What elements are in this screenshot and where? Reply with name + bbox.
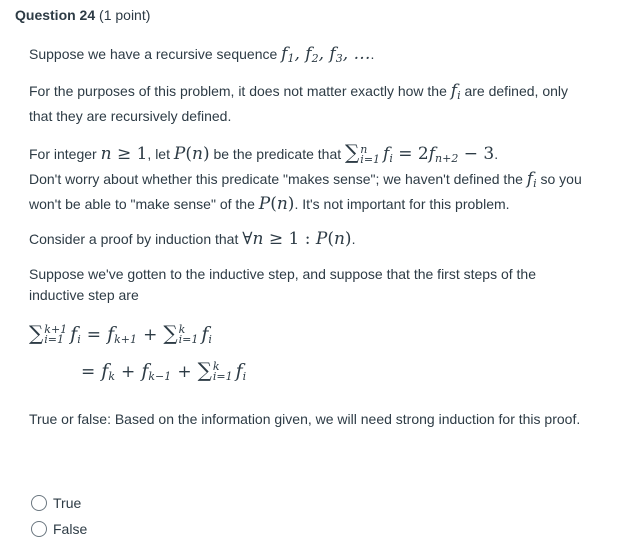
math-pn-2: P(n) bbox=[258, 194, 295, 214]
option-false[interactable] bbox=[31, 516, 87, 542]
paragraph-definition: For the purposes of this problem, it does not matter exactly how the $f_i$ are defined, only that they are recursively defined. bbox=[29, 81, 568, 124]
radio-button-true[interactable] bbox=[31, 495, 47, 511]
radio-button-false[interactable] bbox=[31, 521, 47, 537]
paragraph-induction: Consider a proof by induction that ∀n ≥ 1 : P(n). bbox=[29, 229, 356, 249]
paragraph-inductive-step: Suppose we've gotten to the inductive step, and suppose that the first steps of the inductive step are bbox=[29, 266, 537, 303]
answer-options bbox=[31, 490, 87, 542]
math-forall: ∀n ≥ 1 : P(n) bbox=[242, 229, 352, 249]
math-pn: P(n) bbox=[173, 144, 210, 164]
option-label-false: False bbox=[53, 521, 88, 537]
display-equations bbox=[29, 318, 589, 392]
math-sequence: $f_1$, $f_2$, $f_3$, … bbox=[281, 44, 371, 65]
option-label-true: True bbox=[53, 495, 82, 511]
paragraph-predicate: For integer n ≥ 1, let P(n) be the predicate that ∑ n i=1 $f_i = 2f_{n+2} - 3$. Don't worry about whether this predicate "makes sense"; we haven't defined the $f_i$ so you won't be able to "make sense" of the P(n). It's not important for this problem. bbox=[29, 140, 582, 214]
math-n-geq-1: n ≥ 1 bbox=[100, 144, 148, 164]
question-header bbox=[15, 7, 150, 23]
question-points: (1 point) bbox=[95, 7, 151, 23]
paragraph-question: True or false: Based on the information given, we will need strong induction for this proof. bbox=[29, 411, 581, 427]
option-true[interactable] bbox=[31, 490, 87, 516]
math-fi-2: $f_i$ bbox=[526, 169, 537, 190]
question-title: Question 24 bbox=[15, 7, 96, 23]
equation-line-1: ∑ k+1 i=1 $f_i = f_{k+1}$ + ∑ k i=1 $f_i$ bbox=[29, 321, 212, 346]
math-fi: $f_i$ bbox=[450, 81, 461, 102]
math-predicate-formula: ∑ n i=1 $f_i = 2f_{n+2} - 3$ bbox=[345, 140, 495, 166]
question-body bbox=[29, 40, 589, 430]
equation-line-2: = $f_k + f_{k-1}$ + ∑ k i=1 $f_i$ bbox=[81, 358, 247, 383]
paragraph-sequence: Suppose we have a recursive sequence $f_1$, $f_2$, $f_3$, …. bbox=[29, 44, 375, 65]
